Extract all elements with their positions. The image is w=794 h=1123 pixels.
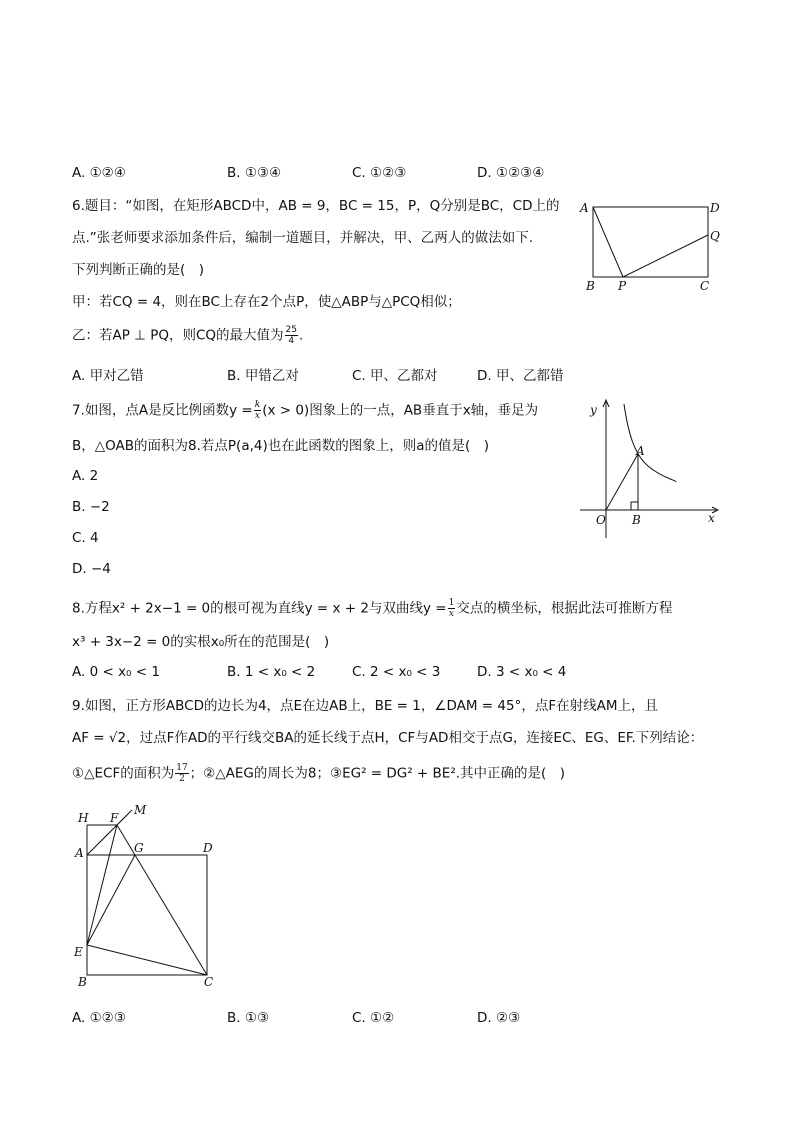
q7-text-start: 7.如图，点A是反比例函数y =: [72, 402, 253, 419]
q5-option-a: A. ①②④: [72, 165, 126, 181]
q8-fraction: [448, 598, 456, 619]
q9-fraction: [175, 763, 188, 784]
q7-option-c: C. 4: [72, 530, 99, 546]
q6-option-c: C. 甲、乙都对: [352, 368, 438, 384]
q6-yi-end: .: [299, 327, 304, 344]
q8-fraction-den: x: [448, 609, 454, 619]
q7-text-line2: B，△OAB的面积为8.若点P(a,4)也在此函数的图象上，则a的值是( ): [72, 438, 490, 454]
q7-fraction: [254, 400, 261, 421]
q9-segment-eg: [87, 855, 135, 945]
q7-label-x: x: [708, 511, 715, 525]
q9-text-end: ；②△AEG的周长为8；③EG² = DG² + BE².其中正确的是( ): [189, 765, 566, 782]
q7-option-b: B. −2: [72, 499, 110, 515]
q6-segment-ap: [593, 207, 623, 277]
q7-right-angle-mark: [631, 502, 638, 510]
q9-segment-fc: [117, 825, 207, 975]
q6-yi-statement: [72, 325, 303, 346]
q9-label-a: A: [75, 846, 84, 860]
q6-text-line2: 点.”张老师要求添加条件后，编制一道题目，并解决，甲、乙两人的做法如下.: [72, 230, 534, 246]
q7-text-end: (x > 0)图象上的一点，AB垂直于x轴，垂足为: [262, 402, 539, 419]
q6-label-a: A: [580, 201, 589, 215]
q6-yi-fraction-den: 4: [288, 336, 295, 346]
q5-option-d: D. ①②③④: [477, 165, 545, 181]
q7-fraction-den: x: [254, 411, 260, 421]
q9-text-line1: 9.如图，正方形ABCD的边长为4，点E在边AB上，BE = 1，∠DAM = 45°，点F在射线AM上，且: [72, 698, 658, 714]
q9-fraction-den: 2: [179, 774, 185, 784]
q9-text-line2: AF = √2，过点F作AD的平行线交BA的延长线于点H，CF与AD相交于点G，连接EC、EG、EF.下列结论：: [72, 730, 704, 746]
q6-option-a: A. 甲对乙错: [72, 368, 144, 384]
q5-option-c: C. ①②③: [352, 165, 407, 181]
q9-segment-ec: [87, 945, 207, 975]
q9-text-start: ①△ECF的面积为: [72, 765, 175, 782]
q8-option-b: B. 1 < x₀ < 2: [227, 664, 316, 680]
q9-label-d: D: [203, 841, 213, 855]
q7-label-y: y: [590, 403, 597, 417]
q9-label-b: B: [78, 975, 87, 989]
q9-segment-ef: [87, 825, 117, 945]
q6-label-q: Q: [710, 229, 720, 243]
q6-yi-fraction: [285, 325, 298, 346]
q8-option-a: A. 0 < x₀ < 1: [72, 664, 160, 680]
q8-text-line1: [72, 598, 672, 619]
q9-label-h: H: [78, 811, 89, 825]
q6-label-c: C: [700, 279, 710, 293]
q9-text-line3: [72, 763, 565, 784]
q5-option-b: B. ①③④: [227, 165, 282, 181]
q8-text-start: 8.方程x² + 2x−1 = 0的根可视为直线y = x + 2与双曲线y =: [72, 600, 447, 617]
q7-hyperbola-curve: [624, 404, 676, 482]
q6-label-p: P: [618, 279, 627, 293]
q9-option-d: D. ②③: [477, 1010, 521, 1026]
q9-fraction-num: 17: [176, 763, 188, 773]
q7-label-o: O: [596, 513, 606, 527]
q7-option-a: A. 2: [72, 468, 99, 484]
q9-label-e: E: [74, 945, 83, 959]
q8-fraction-num: 1: [448, 598, 455, 608]
q6-yi-text: 乙：若AP ⊥ PQ，则CQ的最大值为: [72, 327, 284, 344]
q9-option-a: A. ①②③: [72, 1010, 126, 1026]
q6-text-line1: 6.题目：“如图，在矩形ABCD中，AB = 9，BC = 15，P，Q分别是BC，CD上的: [72, 198, 560, 214]
q6-text-line3: 下列判断正确的是( ): [72, 262, 205, 278]
q6-option-d: D. 甲、乙都错: [477, 368, 564, 384]
q7-label-a: A: [636, 444, 645, 458]
q9-label-g: G: [134, 841, 144, 855]
q8-option-c: C. 2 < x₀ < 3: [352, 664, 441, 680]
q7-text-line1: [72, 400, 538, 421]
q9-label-m: M: [134, 803, 147, 817]
q7-hyperbola-figure: [576, 392, 726, 542]
q6-label-d: D: [710, 201, 720, 215]
q7-option-d: D. −4: [72, 561, 111, 577]
q9-label-c: C: [204, 975, 214, 989]
q6-rectangle-figure: [576, 196, 726, 296]
q9-label-f: F: [110, 811, 119, 825]
q8-text-line2: x³ + 3x−2 = 0的实根x₀所在的范围是( ): [72, 634, 330, 650]
q6-jia-statement: 甲：若CQ = 4，则在BC上存在2个点P，使△ABP与△PCQ相似；: [72, 294, 461, 310]
q6-label-b: B: [586, 279, 595, 293]
q7-fraction-num: k: [254, 400, 261, 410]
q8-option-d: D. 3 < x₀ < 4: [477, 664, 567, 680]
q6-rectangle-abcd: [593, 207, 708, 277]
q7-label-b: B: [632, 513, 641, 527]
q6-option-b: B. 甲错乙对: [227, 368, 299, 384]
q8-text-end: 交点的横坐标，根据此法可推断方程: [456, 600, 673, 617]
q9-option-b: B. ①③: [227, 1010, 270, 1026]
q6-yi-fraction-num: 25: [285, 325, 297, 335]
q6-segment-pq: [623, 235, 708, 277]
q9-option-c: C. ①②: [352, 1010, 395, 1026]
q9-square-figure: [66, 800, 226, 996]
